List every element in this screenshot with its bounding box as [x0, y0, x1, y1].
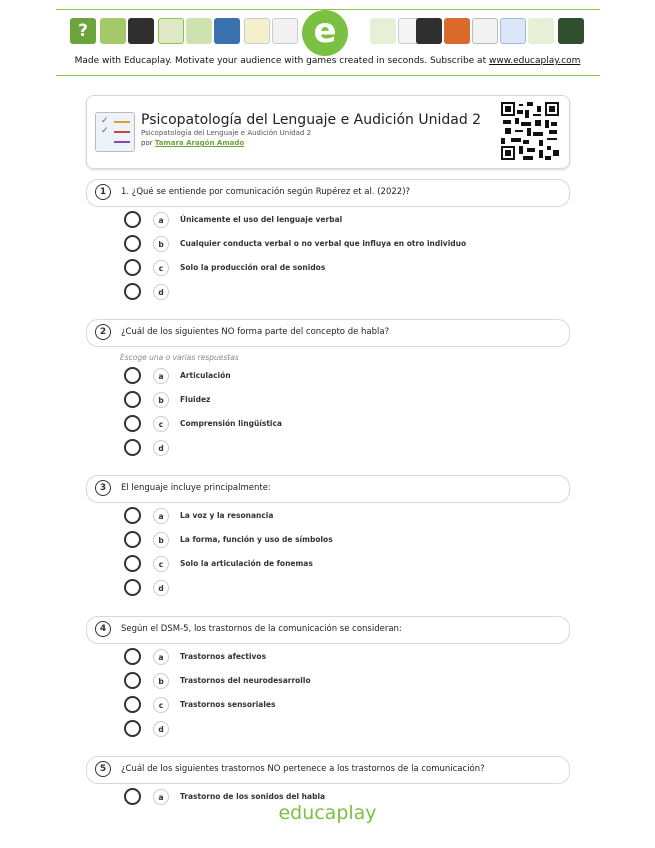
option-text: La voz y la resonancia: [180, 511, 274, 520]
option-text: Fluidez: [180, 395, 211, 404]
option-letter: a: [153, 508, 169, 524]
question-text: ¿Cuál de los siguientes NO forma parte del concepto de habla?: [121, 327, 390, 337]
answer-option[interactable]: [124, 283, 524, 303]
option-letter: a: [153, 649, 169, 665]
radio-button[interactable]: [124, 531, 141, 548]
option-text: La forma, función y uso de símbolos: [180, 535, 333, 544]
question-text: Según el DSM-5, los trastornos de la comunicación se consideran:: [121, 624, 402, 634]
question-number: 3: [95, 480, 111, 496]
question-header: [86, 319, 570, 347]
option-letter: b: [153, 236, 169, 252]
question-header: [86, 756, 570, 784]
by-label: por: [141, 139, 153, 147]
video-icon: [558, 18, 584, 44]
board-game-icon: [128, 18, 154, 44]
educaplay-footer-logo: educaplay: [278, 802, 377, 824]
radio-button[interactable]: [124, 720, 141, 737]
option-text: Trastornos del neurodesarrollo: [180, 676, 311, 685]
radio-button[interactable]: [124, 507, 141, 524]
radio-button[interactable]: [124, 235, 141, 252]
question-text: ¿Cuál de los siguientes trastornos NO pertenece a los trastornos de la comunicación?: [121, 764, 485, 774]
dots-icon: [416, 18, 442, 44]
option-letter: c: [153, 260, 169, 276]
option-letter: d: [153, 580, 169, 596]
promo-line: [0, 56, 655, 66]
question-number: 1: [95, 184, 111, 200]
letter-grid-icon: [244, 18, 270, 44]
answer-option[interactable]: [124, 555, 524, 575]
answer-option[interactable]: [124, 672, 524, 692]
question-header: [86, 475, 570, 503]
author-link[interactable]: Tamara Aragón Amado: [154, 139, 245, 147]
question-text: 1. ¿Qué se entiende por comunicación según Rupérez et al. (2022)?: [121, 187, 411, 197]
true-false-icon: [370, 18, 396, 44]
answer-option[interactable]: [124, 507, 524, 527]
answer-option[interactable]: [124, 696, 524, 716]
radio-button[interactable]: [124, 579, 141, 596]
option-letter: b: [153, 392, 169, 408]
answer-option[interactable]: [124, 579, 524, 599]
educaplay-logo: e: [302, 10, 348, 56]
quiz-icon: [500, 18, 526, 44]
radio-button[interactable]: [124, 648, 141, 665]
promo-text: Made with Educaplay. Motivate your audience with games created in seconds. Subscribe at: [74, 56, 489, 66]
quiz-icon: ✓ ✓: [95, 112, 135, 152]
question-number: 5: [95, 761, 111, 777]
option-letter: b: [153, 532, 169, 548]
chat-icon: [158, 18, 184, 44]
question-header: [86, 179, 570, 207]
page-subtitle: Psicopatología del Lenguaje e Audición Unidad 2: [141, 129, 312, 137]
option-text: Solo la articulación de fonemas: [180, 559, 313, 568]
option-text: Comprensión lingüística: [180, 419, 282, 428]
radio-button[interactable]: [124, 672, 141, 689]
radio-button[interactable]: [124, 696, 141, 713]
option-letter: a: [153, 368, 169, 384]
option-text: Únicamente el uso del lenguaje verbal: [180, 215, 343, 224]
option-letter: a: [153, 789, 169, 805]
option-text: Articulación: [180, 371, 231, 380]
wordsearch-icon: [272, 18, 298, 44]
question-mark-icon: ?: [70, 18, 96, 44]
question-header: [86, 616, 570, 644]
radio-button[interactable]: [124, 555, 141, 572]
activity-header: [86, 95, 570, 169]
radio-button[interactable]: [124, 259, 141, 276]
answer-option[interactable]: [124, 720, 524, 740]
promo-divider: [56, 75, 600, 76]
radio-button[interactable]: [124, 439, 141, 456]
option-text: Solo la producción oral de sonidos: [180, 263, 326, 272]
answer-option[interactable]: [124, 648, 524, 668]
answer-option[interactable]: [124, 439, 524, 459]
answer-option[interactable]: [124, 259, 524, 279]
option-letter: b: [153, 673, 169, 689]
radio-button[interactable]: [124, 391, 141, 408]
answer-option[interactable]: [124, 211, 524, 231]
option-text: Trastornos sensoriales: [180, 700, 276, 709]
option-letter: d: [153, 721, 169, 737]
question-number: 2: [95, 324, 111, 340]
pencil-icon: [528, 18, 554, 44]
promo-link[interactable]: www.educaplay.com: [488, 56, 581, 66]
matching-icon: [444, 18, 470, 44]
radio-button[interactable]: [124, 415, 141, 432]
question-number: 4: [95, 621, 111, 637]
puzzle-icon: [472, 18, 498, 44]
option-letter: d: [153, 284, 169, 300]
crossword-icon: [100, 18, 126, 44]
option-letter: d: [153, 440, 169, 456]
option-text: Cualquier conducta verbal o no verbal que influya en otro individuo: [180, 239, 467, 248]
question-text: El lenguaje incluye principalmente:: [121, 483, 271, 493]
question-hint: Escoge una o varias respuestas: [120, 353, 239, 362]
option-letter: c: [153, 416, 169, 432]
radio-button[interactable]: [124, 211, 141, 228]
option-text: Trastornos afectivos: [180, 652, 267, 661]
option-letter: c: [153, 556, 169, 572]
radio-button[interactable]: [124, 367, 141, 384]
byline: [141, 139, 244, 147]
answer-option[interactable]: [124, 415, 524, 435]
educaplay-banner: [68, 12, 588, 52]
option-text: Trastorno de los sonidos del habla: [180, 792, 326, 801]
option-letter: c: [153, 697, 169, 713]
radio-button[interactable]: [124, 283, 141, 300]
answer-option[interactable]: [124, 391, 524, 411]
option-letter: a: [153, 212, 169, 228]
answer-option[interactable]: [124, 235, 524, 255]
qr-code-icon: [501, 102, 559, 160]
answer-option[interactable]: [124, 367, 524, 387]
frog-icon: [186, 18, 212, 44]
answer-option[interactable]: [124, 531, 524, 551]
page-title: Psicopatología del Lenguaje e Audición Unidad 2: [141, 112, 482, 128]
map-icon: [214, 18, 240, 44]
